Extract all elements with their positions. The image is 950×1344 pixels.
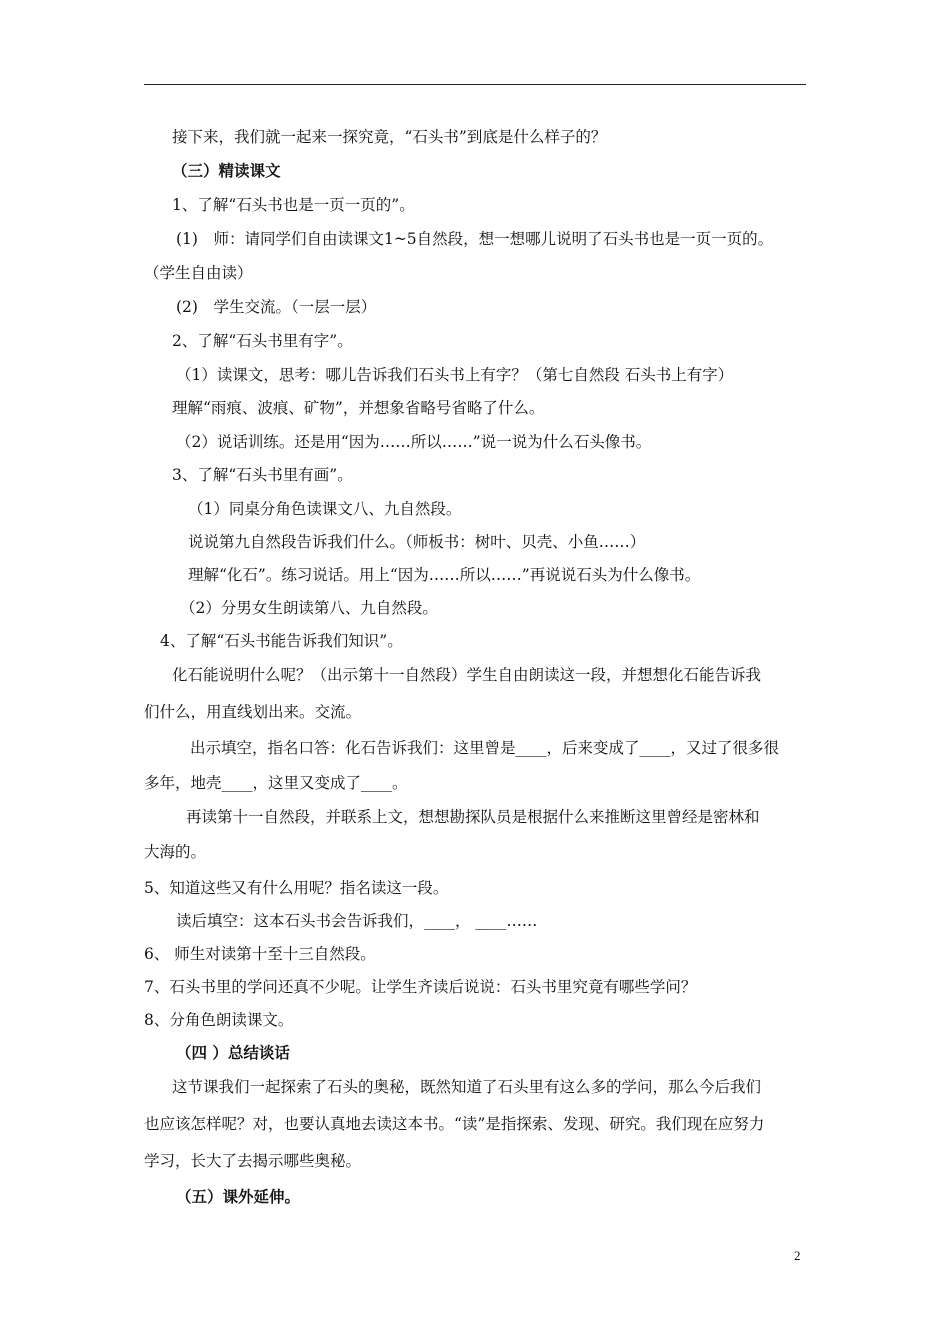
section-heading: （五）课外延伸。	[176, 1187, 301, 1206]
text-line: 这节课我们一起探索了石头的奥秘，既然知道了石头里有这么多的学问，那么今后我们	[172, 1078, 762, 1096]
text-line: 5、知道这些又有什么用呢？指名读这一段。	[144, 879, 449, 897]
text-line: 出示填空，指名口答：化石告诉我们：这里曾是____，后来变成了____，又过了很多很	[190, 739, 780, 757]
page-number: 2	[794, 1248, 801, 1263]
text-line: 化石能说明什么呢？（出示第十一自然段）学生自由朗读这一段，并想想化石能告诉我	[172, 666, 762, 684]
text-line: （学生自由读）	[144, 264, 253, 282]
text-line: 学习，长大了去揭示哪些奥秘。	[144, 1152, 362, 1170]
text-line: 再读第十一自然段，并联系上文，想想勘探队员是根据什么来推断这里曾经是密林和	[186, 808, 760, 826]
section-heading: （四 ）总结谈话	[176, 1043, 290, 1062]
text-line: 1、了解“石头书也是一页一页的”。	[172, 196, 415, 214]
text-line: 4、了解“石头书能告诉我们知识”。	[160, 632, 403, 650]
text-line: （2）说话训练。还是用“因为……所以……”说一说为什么石头像书。	[176, 433, 652, 451]
text-line: 2、了解“石头书里有字”。	[172, 332, 353, 350]
text-line: 6、 师生对读第十至十三自然段。	[144, 945, 376, 963]
text-line: 3、了解“石头书里有画”。	[172, 466, 353, 484]
text-line: 理解“雨痕、波痕、矿物”，并想象省略号省略了什么。	[172, 399, 545, 417]
text-line: （1）同桌分角色读课文八、九自然段。	[188, 500, 462, 518]
text-line: 大海的。	[144, 843, 207, 861]
text-line: 接下来，我们就一起来一探究竟，“石头书”到底是什么样子的？	[172, 128, 607, 146]
text-line: （1）读课文，思考：哪儿告诉我们石头书上有字？（第七自然段 石头书上有字）	[176, 366, 734, 384]
text-line: 说说第九自然段告诉我们什么。（师板书：树叶、贝壳、小鱼……）	[188, 533, 646, 551]
text-line: 理解“化石”。练习说话。用上“因为……所以……”再说说石头为什么像书。	[188, 566, 701, 584]
text-line: 也应该怎样呢？对，也要认真地去读这本书。“读”是指探索、发现、研究。我们现在应努力	[144, 1115, 765, 1133]
text-line: 7、石头书里的学问还真不少呢。让学生齐读后说说：石头书里究竟有哪些学问？	[144, 978, 697, 996]
text-line: (1) 师：请同学们自由读课文1~5自然段，想一想哪儿说明了石头书也是一页一页的。	[176, 230, 774, 248]
text-line: 多年，地壳____，这里又变成了____。	[144, 774, 408, 792]
text-line: （2）分男女生朗读第八、九自然段。	[180, 599, 438, 617]
text-line: 8、分角色朗读课文。	[144, 1011, 294, 1029]
text-line: 读后填空：这本石头书会告诉我们，____， ____……	[176, 912, 538, 930]
section-heading: （三）精读课文	[172, 161, 281, 180]
header-rule	[144, 84, 806, 85]
text-line: 们什么，用直线划出来。交流。	[144, 703, 362, 721]
text-line: (2) 学生交流。（一层一层）	[176, 298, 377, 316]
